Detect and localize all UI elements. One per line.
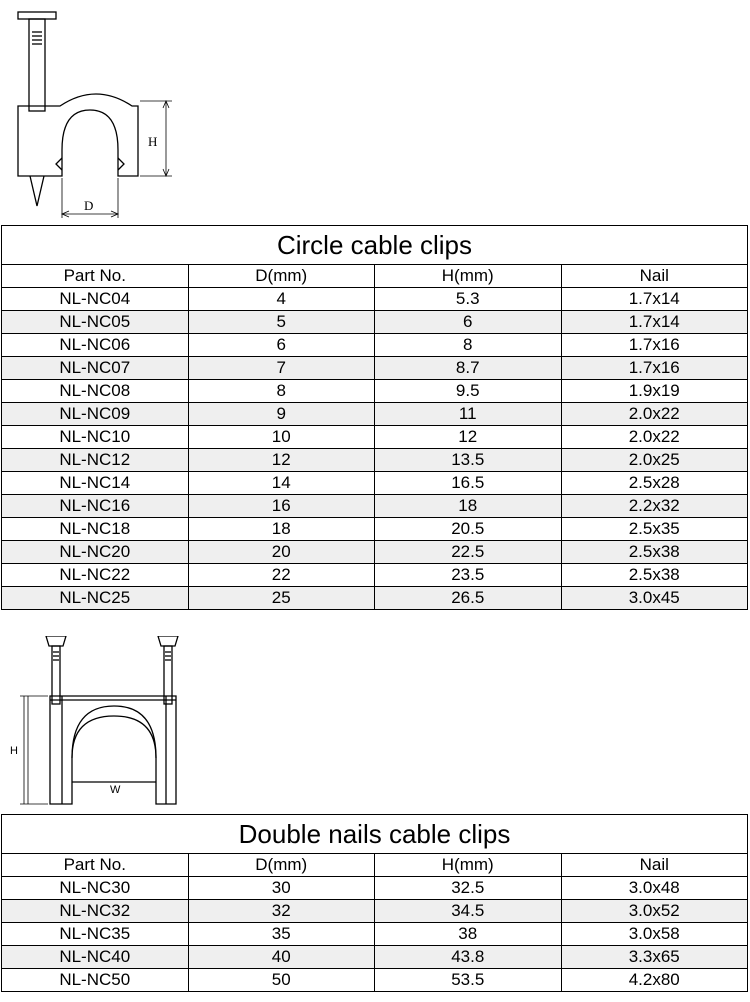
column-header-height: H(mm) bbox=[375, 854, 562, 877]
cell-height: 16.5 bbox=[375, 472, 562, 495]
cell-part-no: NL-NC12 bbox=[2, 449, 189, 472]
cell-nail: 3.0x58 bbox=[561, 923, 748, 946]
cell-diameter: 12 bbox=[188, 449, 375, 472]
table-row bbox=[2, 311, 748, 334]
cell-nail: 3.0x52 bbox=[561, 900, 748, 923]
table-header-row bbox=[2, 854, 748, 877]
cell-nail: 2.2x32 bbox=[561, 495, 748, 518]
cell-nail: 2.0x22 bbox=[561, 403, 748, 426]
cell-part-no: NL-NC18 bbox=[2, 518, 189, 541]
double-nail-clip-drawing bbox=[0, 636, 200, 812]
cell-height: 26.5 bbox=[375, 587, 562, 610]
cell-height: 38 bbox=[375, 923, 562, 946]
table-title: Circle cable clips bbox=[2, 226, 748, 265]
table-row bbox=[2, 426, 748, 449]
cell-diameter: 4 bbox=[188, 288, 375, 311]
cell-part-no: NL-NC05 bbox=[2, 311, 189, 334]
cell-diameter: 6 bbox=[188, 334, 375, 357]
cell-part-no: NL-NC08 bbox=[2, 380, 189, 403]
cell-part-no: NL-NC04 bbox=[2, 288, 189, 311]
cell-nail: 2.0x25 bbox=[561, 449, 748, 472]
cell-height: 11 bbox=[375, 403, 562, 426]
cell-diameter: 35 bbox=[188, 923, 375, 946]
cell-part-no: NL-NC40 bbox=[2, 946, 189, 969]
cell-height: 34.5 bbox=[375, 900, 562, 923]
table-row bbox=[2, 472, 748, 495]
cell-height: 13.5 bbox=[375, 449, 562, 472]
table-row bbox=[2, 495, 748, 518]
column-header-diameter: D(mm) bbox=[188, 265, 375, 288]
table-row bbox=[2, 900, 748, 923]
table-row bbox=[2, 449, 748, 472]
cell-diameter: 5 bbox=[188, 311, 375, 334]
dimension-label-h: H bbox=[148, 134, 158, 149]
cell-height: 53.5 bbox=[375, 969, 562, 992]
cell-height: 6 bbox=[375, 311, 562, 334]
cell-height: 9.5 bbox=[375, 380, 562, 403]
cell-height: 20.5 bbox=[375, 518, 562, 541]
table-title: Double nails cable clips bbox=[2, 815, 748, 854]
cell-nail: 2.5x38 bbox=[561, 541, 748, 564]
cell-part-no: NL-NC09 bbox=[2, 403, 189, 426]
table-row bbox=[2, 946, 748, 969]
table-row bbox=[2, 357, 748, 380]
cell-nail: 1.7x14 bbox=[561, 311, 748, 334]
cell-diameter: 14 bbox=[188, 472, 375, 495]
cell-nail: 4.2x80 bbox=[561, 969, 748, 992]
cell-height: 18 bbox=[375, 495, 562, 518]
cell-part-no: NL-NC14 bbox=[2, 472, 189, 495]
cell-height: 8.7 bbox=[375, 357, 562, 380]
cell-diameter: 16 bbox=[188, 495, 375, 518]
cell-part-no: NL-NC35 bbox=[2, 923, 189, 946]
cell-part-no: NL-NC06 bbox=[2, 334, 189, 357]
cell-height: 22.5 bbox=[375, 541, 562, 564]
cell-part-no: NL-NC32 bbox=[2, 900, 189, 923]
cell-nail: 3.3x65 bbox=[561, 946, 748, 969]
cell-diameter: 22 bbox=[188, 564, 375, 587]
cell-diameter: 7 bbox=[188, 357, 375, 380]
dimension-label-w: W bbox=[110, 784, 121, 796]
cell-part-no: NL-NC16 bbox=[2, 495, 189, 518]
cell-nail: 3.0x45 bbox=[561, 587, 748, 610]
table-row bbox=[2, 969, 748, 992]
table-row bbox=[2, 923, 748, 946]
cell-height: 43.8 bbox=[375, 946, 562, 969]
dimension-label-d: D bbox=[84, 198, 94, 213]
cell-height: 23.5 bbox=[375, 564, 562, 587]
column-header-part-no: Part No. bbox=[2, 265, 189, 288]
column-header-nail: Nail bbox=[561, 265, 748, 288]
cell-part-no: NL-NC50 bbox=[2, 969, 189, 992]
cell-diameter: 9 bbox=[188, 403, 375, 426]
table-row bbox=[2, 380, 748, 403]
cell-diameter: 20 bbox=[188, 541, 375, 564]
table-row bbox=[2, 564, 748, 587]
column-header-diameter: D(mm) bbox=[188, 854, 375, 877]
circle-clip-drawing bbox=[0, 0, 200, 225]
table-row bbox=[2, 288, 748, 311]
cell-nail: 1.9x19 bbox=[561, 380, 748, 403]
cell-nail: 2.0x22 bbox=[561, 426, 748, 449]
cell-part-no: NL-NC25 bbox=[2, 587, 189, 610]
cell-part-no: NL-NC20 bbox=[2, 541, 189, 564]
cell-part-no: NL-NC30 bbox=[2, 877, 189, 900]
cell-diameter: 32 bbox=[188, 900, 375, 923]
table-row bbox=[2, 403, 748, 426]
column-header-height: H(mm) bbox=[375, 265, 562, 288]
table-row bbox=[2, 541, 748, 564]
cell-diameter: 25 bbox=[188, 587, 375, 610]
cell-part-no: NL-NC22 bbox=[2, 564, 189, 587]
circle-clips-table bbox=[1, 225, 748, 610]
column-header-nail: Nail bbox=[561, 854, 748, 877]
table-header-row bbox=[2, 265, 748, 288]
column-header-part-no: Part No. bbox=[2, 854, 189, 877]
cell-nail: 2.5x28 bbox=[561, 472, 748, 495]
cell-diameter: 18 bbox=[188, 518, 375, 541]
table-row bbox=[2, 587, 748, 610]
cell-nail: 1.7x14 bbox=[561, 288, 748, 311]
cell-part-no: NL-NC07 bbox=[2, 357, 189, 380]
cell-part-no: NL-NC10 bbox=[2, 426, 189, 449]
cell-nail: 2.5x38 bbox=[561, 564, 748, 587]
table-row bbox=[2, 877, 748, 900]
cell-diameter: 30 bbox=[188, 877, 375, 900]
table-row bbox=[2, 518, 748, 541]
cell-height: 32.5 bbox=[375, 877, 562, 900]
cell-diameter: 40 bbox=[188, 946, 375, 969]
cell-nail: 1.7x16 bbox=[561, 334, 748, 357]
cell-height: 8 bbox=[375, 334, 562, 357]
cell-diameter: 50 bbox=[188, 969, 375, 992]
cell-diameter: 10 bbox=[188, 426, 375, 449]
double-nail-clips-table bbox=[1, 814, 748, 992]
cell-nail: 1.7x16 bbox=[561, 357, 748, 380]
cell-nail: 2.5x35 bbox=[561, 518, 748, 541]
table-row bbox=[2, 334, 748, 357]
cell-height: 5.3 bbox=[375, 288, 562, 311]
cell-height: 12 bbox=[375, 426, 562, 449]
cell-diameter: 8 bbox=[188, 380, 375, 403]
cell-nail: 3.0x48 bbox=[561, 877, 748, 900]
dimension-label-h: H bbox=[10, 745, 18, 757]
